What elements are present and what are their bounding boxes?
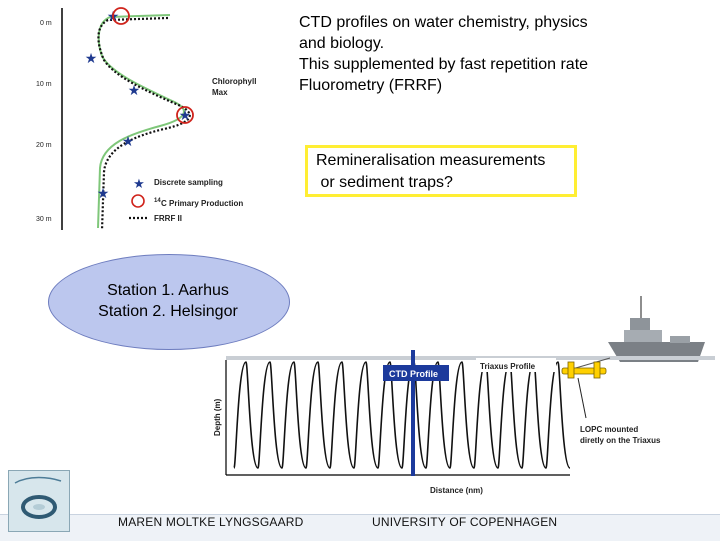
triaxus-y-axis-label: Depth (m)	[213, 398, 222, 436]
star-icon: ★	[178, 107, 192, 123]
depth-label-20: 20 m	[36, 142, 52, 149]
station-line-1: Station 1. Aarhus	[107, 282, 229, 299]
remineralisation-box	[305, 145, 577, 197]
depth-profile-figure	[36, 8, 280, 233]
star-icon: ★	[106, 8, 120, 24]
triaxus-device-icon	[562, 358, 610, 378]
chlorophyll-label: Chlorophyll	[212, 77, 257, 86]
legend-star-icon: ★	[133, 176, 145, 191]
legend-primary-label: C Primary Production	[161, 199, 244, 208]
footer-university: UNIVERSITY OF COPENHAGEN	[372, 515, 558, 529]
triaxus-profile-label: Triaxus Profile	[480, 362, 536, 371]
depth-label-30: 30 m	[36, 216, 52, 223]
triaxus-x-axis-label: Distance (nm)	[430, 486, 483, 495]
remineralisation-line-1: Remineralisation measurements	[316, 152, 546, 169]
lopc-pointer-line	[578, 378, 586, 418]
depth-label-0: 0 m	[40, 20, 52, 27]
star-icon: ★	[96, 185, 110, 201]
depth-label-10: 10 m	[36, 81, 52, 88]
star-icon: ★	[121, 133, 135, 149]
chlorophyll-max-label: Max	[212, 88, 228, 97]
star-icon: ★	[127, 82, 141, 98]
logo-ring-icon	[9, 471, 69, 531]
footer-bar	[0, 514, 720, 541]
lopc-label-line-2: diretly on the Triaxus	[580, 436, 661, 445]
intro-line-3: This supplemented by fast repetition rate	[299, 56, 589, 73]
water-surface	[226, 356, 715, 360]
legend-frrf-label: FRRF II	[154, 214, 182, 223]
lopc-label-line-1: LOPC mounted	[580, 425, 639, 434]
triaxus-figure	[200, 290, 715, 505]
star-icon: ★	[84, 50, 98, 66]
intro-line-4: Fluorometry (FRRF)	[299, 77, 443, 94]
footer-author: MAREN MOLTKE LYNGSGAARD	[118, 515, 304, 529]
legend-discrete-label: Discrete sampling	[154, 178, 223, 187]
station-line-2: Station 2. Helsingor	[98, 303, 238, 320]
intro-text-block	[299, 12, 709, 96]
university-logo	[8, 470, 70, 532]
ship-icon	[608, 296, 705, 362]
remineralisation-line-2: or sediment traps?	[316, 174, 453, 191]
ctd-profile-label: CTD Profile	[389, 369, 439, 379]
intro-line-1: CTD profiles on water chemistry, physics	[299, 14, 588, 31]
legend-primary-sup: 14	[154, 198, 161, 204]
intro-line-2: and biology.	[299, 35, 385, 52]
